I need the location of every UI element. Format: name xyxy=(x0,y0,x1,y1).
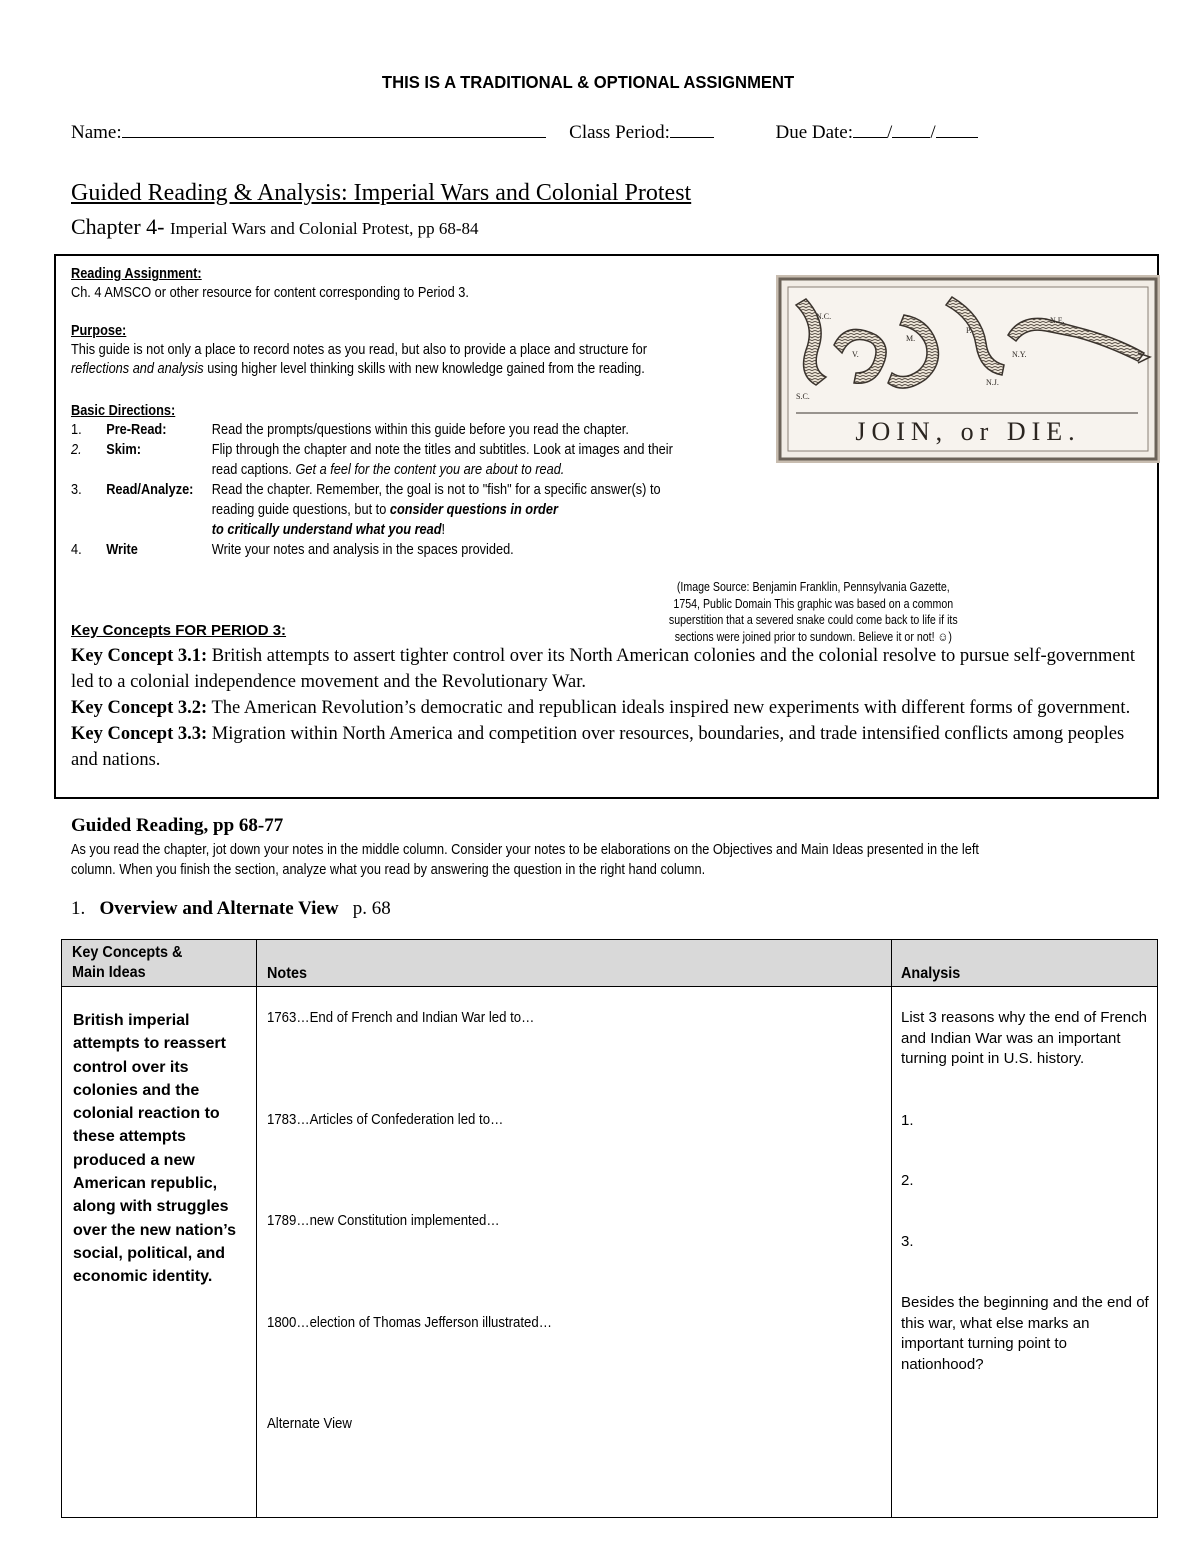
key-concept-label: Key Concept 3.3: xyxy=(71,724,208,744)
main-idea-wrap xyxy=(62,987,256,1517)
direction-text: Write your notes and analysis in the spaces provided. xyxy=(211,542,514,558)
key-concept-text: British attempts to assert tighter control over its North American colonies and the colonial resolve to pursue self-government led to a colonial independence movement and the Revolutionary War. xyxy=(71,646,1136,692)
snake-segment-label: M. xyxy=(906,334,916,343)
reading-assignment-text: Ch. 4 AMSCO or other resource for content corresponding to Period 3. xyxy=(71,285,469,301)
chapter-line xyxy=(71,214,478,240)
direction-name: Pre-Read: xyxy=(106,422,167,438)
header-col1-line2: Main Ideas xyxy=(72,964,146,981)
snake-segment-label: N.C. xyxy=(816,312,832,321)
header-key-concepts xyxy=(62,940,257,987)
analysis-item: 2. xyxy=(901,1172,914,1189)
key-concept-label: Key Concept 3.1: xyxy=(71,646,208,666)
direction-name: Skim: xyxy=(106,442,141,458)
purpose-label: Purpose: xyxy=(71,323,127,339)
section-title xyxy=(71,898,391,920)
image-source-line: sections were joined prior to sundown. Believe it or not! ☺) xyxy=(674,629,952,644)
snake-segment-label: P. xyxy=(966,326,972,335)
snake-segment-label: N.E. xyxy=(1050,316,1065,325)
table-row xyxy=(62,987,1158,1518)
direction-text: Read the prompts/questions within this guide before you read the chapter. xyxy=(211,422,629,438)
image-source-line: 1754, Public Domain This graphic was based on a common xyxy=(673,596,954,611)
analysis-item: 1. xyxy=(901,1112,914,1129)
purpose-section xyxy=(71,322,647,379)
header-notes-label: Notes xyxy=(267,965,308,982)
class-period-blank[interactable] xyxy=(670,121,714,138)
analysis-cell[interactable] xyxy=(892,987,1158,1518)
note-prompt: Alternate View xyxy=(267,1415,352,1432)
key-concepts-list xyxy=(71,643,1146,773)
chapter-label: Chapter 4- xyxy=(71,214,165,239)
student-info-line xyxy=(71,121,978,144)
direction-number: 4. xyxy=(71,542,82,558)
header-analysis-label: Analysis xyxy=(901,965,961,982)
table-header-row xyxy=(62,940,1158,987)
purpose-line-1: This guide is not only a place to record notes as you read, but also to provide a place and structure for xyxy=(71,342,647,358)
reading-assignment-label: Reading Assignment: xyxy=(71,266,202,282)
basic-directions xyxy=(71,402,673,561)
note-prompt: 1763…End of French and Indian War led to… xyxy=(267,1009,535,1026)
snake-segment-label: N.Y. xyxy=(1012,350,1027,359)
join-or-die-caption: JOIN, or DIE. xyxy=(855,417,1081,446)
direction-item xyxy=(71,441,673,461)
key-concept-item xyxy=(71,721,1146,773)
due-date-separator: / xyxy=(930,122,936,143)
reading-assignment xyxy=(71,265,469,303)
snake-segment-label: N.J. xyxy=(986,378,999,387)
direction-text: reading guide questions, but to consider questions in order xyxy=(211,502,558,518)
snake-segment-label: V. xyxy=(852,350,859,359)
image-source-line: superstition that a severed snake could come back to life if its xyxy=(668,613,958,627)
section-number: 1. xyxy=(71,898,86,919)
direction-text: read captions. Get a feel for the content you are about to read. xyxy=(211,462,565,478)
notes-cell[interactable] xyxy=(257,987,892,1518)
section-page: p. 68 xyxy=(352,898,391,919)
due-date-label: Due Date: xyxy=(775,122,854,143)
direction-name: Read/Analyze: xyxy=(106,482,194,498)
direction-continuation xyxy=(71,461,565,481)
key-concept-item xyxy=(71,695,1146,721)
analysis-item: 3. xyxy=(901,1233,914,1250)
direction-text: Read the chapter. Remember, the goal is not to "fish" for a specific answer(s) to xyxy=(211,482,661,498)
note-prompt: 1789…new Constitution implemented… xyxy=(267,1212,500,1229)
header-analysis xyxy=(892,940,1158,987)
direction-continuation xyxy=(71,521,446,541)
intro-line: As you read the chapter, jot down your notes in the middle column. Consider your notes to be elaborations on the Objectives and Main Ideas presented in the left xyxy=(71,842,979,858)
direction-name: Write xyxy=(106,542,138,558)
note-prompt: 1800…election of Thomas Jefferson illustrated… xyxy=(267,1314,552,1331)
direction-continuation xyxy=(71,501,558,521)
note-prompt: 1783…Articles of Confederation led to… xyxy=(267,1111,504,1128)
chapter-subtitle: Imperial Wars and Colonial Protest, pp 68-84 xyxy=(169,219,479,238)
class-period-label: Class Period: xyxy=(569,122,670,143)
image-source-line: (Image Source: Benjamin Franklin, Pennsylvania Gazette, xyxy=(676,580,950,594)
directions-label: Basic Directions: xyxy=(71,403,176,419)
guide-title: Guided Reading & Analysis: Imperial Wars and Colonial Protest xyxy=(71,180,692,206)
direction-item xyxy=(71,541,514,561)
header-col1-line1: Key Concepts & xyxy=(72,944,183,961)
due-date-separator: / xyxy=(887,122,893,143)
snake-segment-label: S.C. xyxy=(796,392,810,401)
assignment-type-heading: THIS IS A TRADITIONAL & OPTIONAL ASSIGNMENT xyxy=(381,72,795,92)
direction-item xyxy=(71,421,629,441)
name-blank[interactable] xyxy=(122,121,546,138)
direction-item xyxy=(71,481,661,501)
due-date-day-blank[interactable] xyxy=(892,121,930,138)
direction-number: 1. xyxy=(71,422,82,438)
name-label: Name: xyxy=(71,122,122,143)
section-name: Overview and Alternate View xyxy=(99,898,339,919)
key-concepts-heading: Key Concepts FOR PERIOD 3: xyxy=(71,622,287,639)
notes-table xyxy=(61,939,1158,1518)
header-notes xyxy=(257,940,892,987)
due-date-month-blank[interactable] xyxy=(853,121,887,138)
key-concept-item xyxy=(71,643,1146,695)
image-source-caption xyxy=(662,579,965,645)
analysis-prompt: List 3 reasons why the end of French and Indian War was an important turning point in U.S. history. xyxy=(901,1009,1147,1067)
guided-reading-heading: Guided Reading, pp 68-77 xyxy=(71,815,284,836)
notes-wrap xyxy=(257,987,891,1517)
main-idea-cell xyxy=(62,987,257,1518)
purpose-line-2-rest: using higher level thinking skills with new knowledge gained from the reading. xyxy=(203,361,645,377)
intro-line: column. When you finish the section, analyze what you read by answering the question in the right hand column. xyxy=(71,862,706,878)
join-or-die-snake-image xyxy=(776,275,1160,463)
direction-number: 2. xyxy=(71,442,82,458)
main-idea-text: British imperial attempts to reassert control over its colonies and the colonial reaction to these attempts produced a new American republic, along with struggles over the new nation’s social, political, and economic identity. xyxy=(73,1012,236,1286)
key-concept-text: The American Revolution’s democratic and republican ideals inspired new experiments with different forms of government. xyxy=(207,698,1131,718)
analysis-wrap xyxy=(892,987,1157,1517)
direction-text: to critically understand what you read! xyxy=(211,522,446,538)
due-date-year-blank[interactable] xyxy=(936,121,978,138)
direction-number: 3. xyxy=(71,482,82,498)
purpose-line-2 xyxy=(71,360,647,379)
guided-reading-intro xyxy=(71,840,979,880)
direction-text: Flip through the chapter and note the titles and subtitles. Look at images and their xyxy=(211,442,673,458)
purpose-italic: reflections and analysis xyxy=(71,361,204,377)
analysis-prompt-2: Besides the beginning and the end of this war, what else marks an important turning point to nationhood? xyxy=(901,1294,1149,1373)
key-concept-label: Key Concept 3.2: xyxy=(71,698,208,718)
key-concept-text: Migration within North America and competition over resources, boundaries, and trade intensified conflicts among peoples and nations. xyxy=(71,724,1125,770)
